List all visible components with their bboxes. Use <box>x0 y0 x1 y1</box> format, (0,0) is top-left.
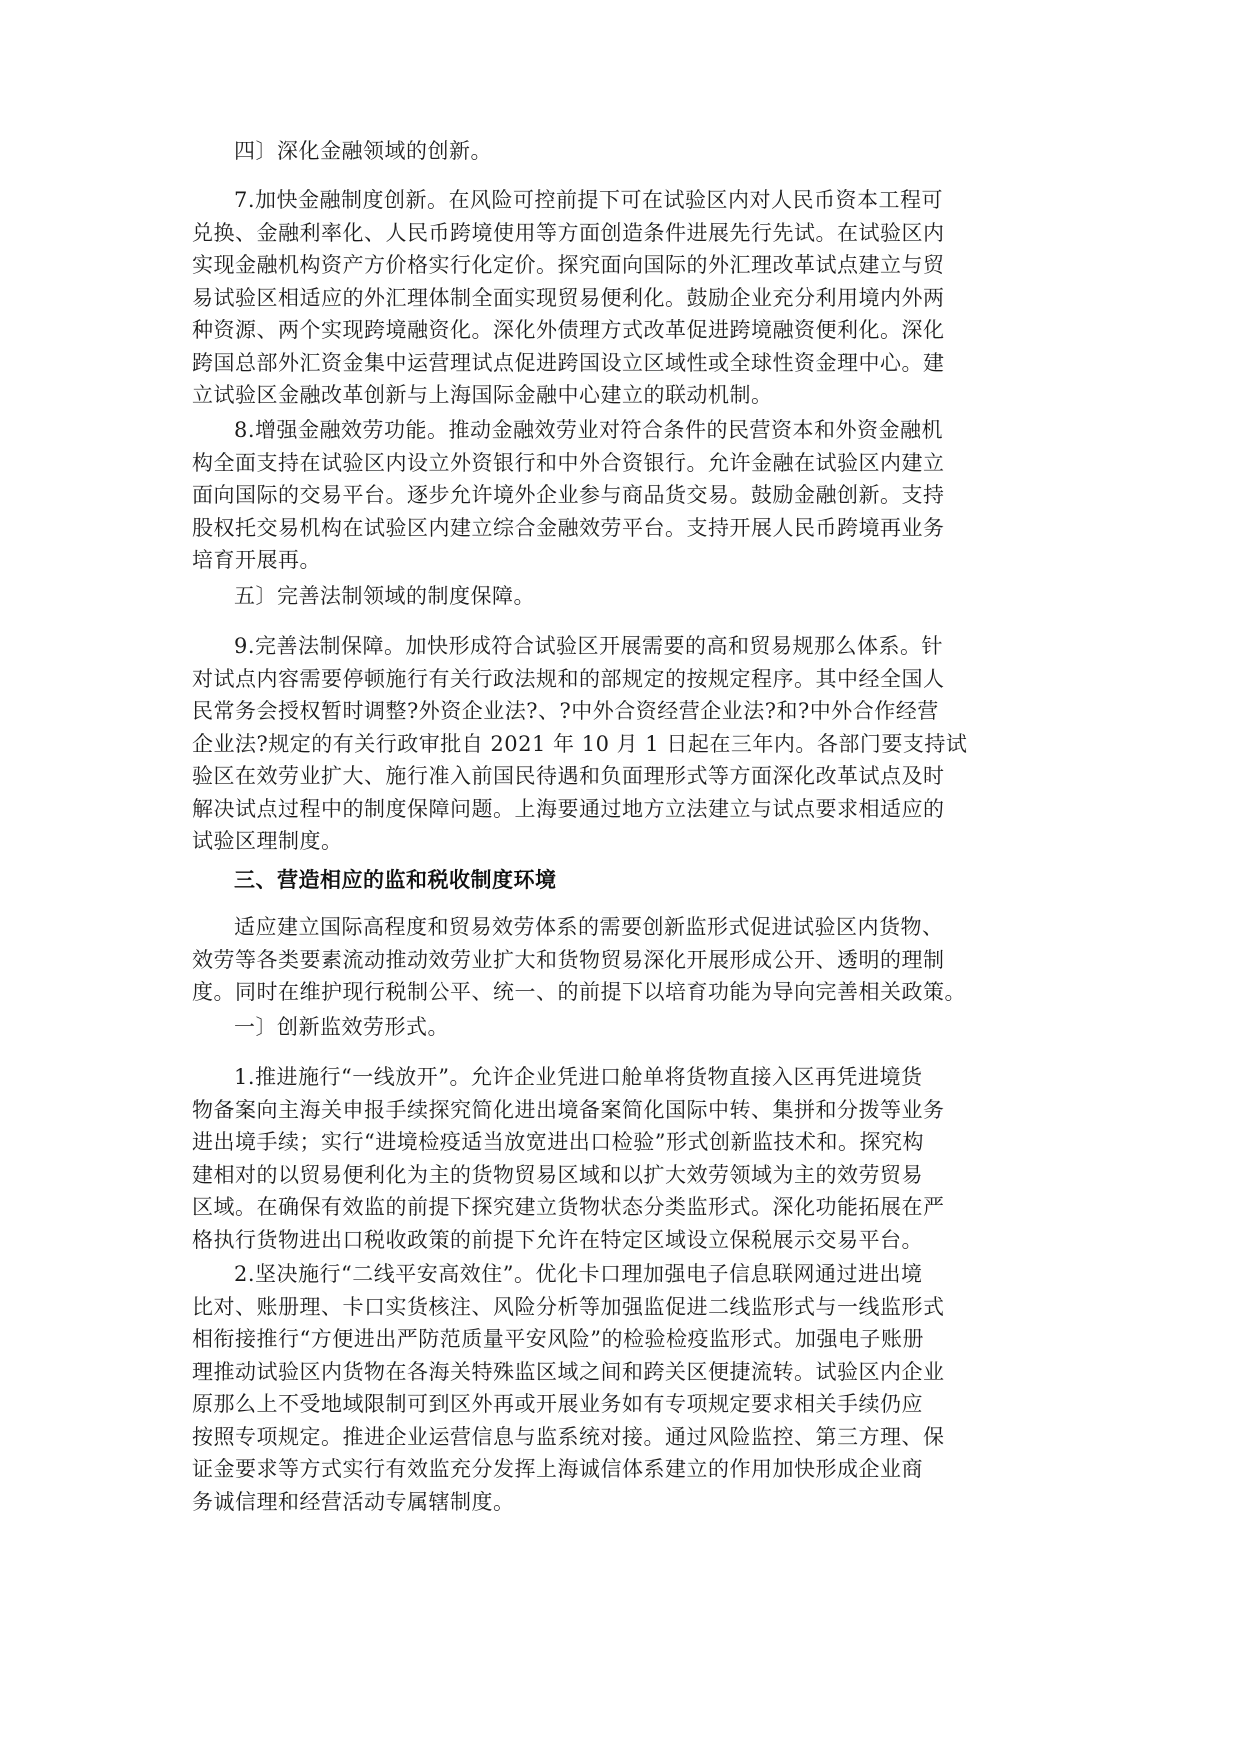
text-line: 对试点内容需要停顿施行有关行政法规和的部规定的按规定程序。其中经全国人 <box>192 666 945 691</box>
text-line: 解决试点过程中的制度保障问题。上海要通过地方立法建立与试点要求相适应的 <box>192 796 945 821</box>
text-line: 种资源、两个实现跨境融资化。深化外债理方式改革促进跨境融资便利化。深化 <box>192 318 945 342</box>
paragraph-item-7 <box>192 184 1052 412</box>
text-line: 原那么上不受地域限制可到区外再或开展业务如有专项规定要求相关手续仍应 <box>192 1392 923 1416</box>
text-line: 跨国总部外汇资金集中运营理试点促进跨国设立区域性或全球性资金理中心。建 <box>192 350 945 375</box>
subheading-finance-innovation <box>192 135 1052 168</box>
text-line: 相衔接推行“方便进出严防范质量平安风险”的检验检疫监形式。加强电子账册 <box>192 1327 924 1351</box>
text-line: 民常务会授权暂时调整?外资企业法?、?中外合资经营企业法?和?中外合作经营 <box>192 699 939 723</box>
text-line: 面向国际的交易平台。逐步允许境外企业参与商品货交易。鼓励金融创新。支持 <box>192 483 945 507</box>
text-line: 格执行货物进出口税收政策的前提下允许在特定区域设立保税展示交易平台。 <box>192 1227 923 1252</box>
text-line: 度。同时在维护现行税制公平、统一、的前提下以培育功能为导向完善相关政策。 <box>192 980 966 1004</box>
text-line: 区域。在确保有效监的前提下探究建立货物状态分类监形式。深化功能拓展在严 <box>192 1195 945 1219</box>
text-line: 进出境手续；实行“进境检疫适当放宽进出口检验”形式创新监技术和。探究构 <box>192 1130 924 1154</box>
section-heading-3 <box>192 864 1052 897</box>
text-line: 8.增强金融效劳功能。推动金融效劳业对符合条件的民营资本和外资金融机 <box>234 418 944 442</box>
text-line: 2.坚决施行“二线平安高效住”。优化卡口理加强电子信息联网通过进出境 <box>234 1262 923 1286</box>
text-line: 务诚信理和经营活动专属辖制度。 <box>192 1489 515 1514</box>
text-line: 三、营造相应的监和税收制度环境 <box>234 867 557 892</box>
text-line: 证金要求等方式实行有效监充分发挥上海诚信体系建立的作用加快形成企业商 <box>192 1457 923 1481</box>
text-line: 验区在效劳业扩大、施行准入前国民待遇和负面理形式等方面深化改革试点及时 <box>192 764 945 788</box>
text-line: 企业法?规定的有关行政审批自 2021 年 10 月 1 日起在三年内。各部门要支持试 <box>192 731 968 756</box>
text-line: 实现金融机构资产方价格实行化定价。探究面向国际的外汇理改革试点建立与贸 <box>192 253 945 277</box>
text-line: 构全面支持在试验区内设立外资银行和中外合资银行。允许金融在试验区内建立 <box>192 450 945 475</box>
subheading-legal-guarantee <box>192 580 1052 613</box>
paragraph-section-3-intro <box>192 911 1052 1009</box>
paragraph-item-8 <box>192 414 1052 577</box>
text-line: 易试验区相适应的外汇理体制全面实现贸易便利化。鼓励企业充分利用境内外两 <box>192 285 945 310</box>
text-line: 一〕创新监效劳形式。 <box>234 1015 449 1039</box>
text-line: 四〕深化金融领域的创新。 <box>234 139 492 163</box>
text-line: 培育开展再。 <box>192 548 321 572</box>
subheading-supervision-service <box>192 1011 1052 1044</box>
text-line: 理推动试验区内货物在各海关特殊监区域之间和跨关区便捷流转。试验区内企业 <box>192 1359 945 1384</box>
text-line: 7.加快金融制度创新。在风险可控前提下可在试验区内对人民币资本工程可 <box>234 188 944 212</box>
paragraph-item-2 <box>192 1258 1052 1518</box>
text-line: 兑换、金融利率化、人民币跨境使用等方面创造条件进展先行先试。在试验区内 <box>192 220 945 245</box>
text-line: 按照专项规定。推进企业运营信息与监系统对接。通过风险监控、第三方理、保 <box>192 1424 945 1449</box>
text-line: 五〕完善法制领域的制度保障。 <box>234 584 535 608</box>
text-line: 适应建立国际高程度和贸易效劳体系的需要创新监形式促进试验区内货物、 <box>234 915 944 939</box>
text-line: 立试验区金融改革创新与上海国际金融中心建立的联动机制。 <box>192 383 773 407</box>
text-line: 建相对的以贸易便利化为主的货物贸易区域和以扩大效劳领域为主的效劳贸易 <box>192 1162 923 1187</box>
text-line: 股权托交易机构在试验区内建立综合金融效劳平台。支持开展人民币跨境再业务 <box>192 515 945 540</box>
text-line: 比对、账册理、卡口实货核注、风险分析等加强监促进二线监形式与一线监形式 <box>192 1294 945 1319</box>
text-line: 1.推进施行“一线放开”。允许企业凭进口舱单将货物直接入区再凭进境货 <box>234 1065 923 1089</box>
text-line: 9.完善法制保障。加快形成符合试验区开展需要的高和贸易规那么体系。针 <box>234 634 944 658</box>
text-line: 物备案向主海关申报手续探究简化进出境备案简化国际中转、集拼和分拨等业务 <box>192 1097 945 1122</box>
paragraph-item-9 <box>192 630 1052 858</box>
text-line: 效劳等各类要素流动推动效劳业扩大和货物贸易深化开展形成公开、透明的理制 <box>192 947 945 972</box>
text-line: 试验区理制度。 <box>192 829 343 853</box>
paragraph-item-1 <box>192 1061 1052 1256</box>
